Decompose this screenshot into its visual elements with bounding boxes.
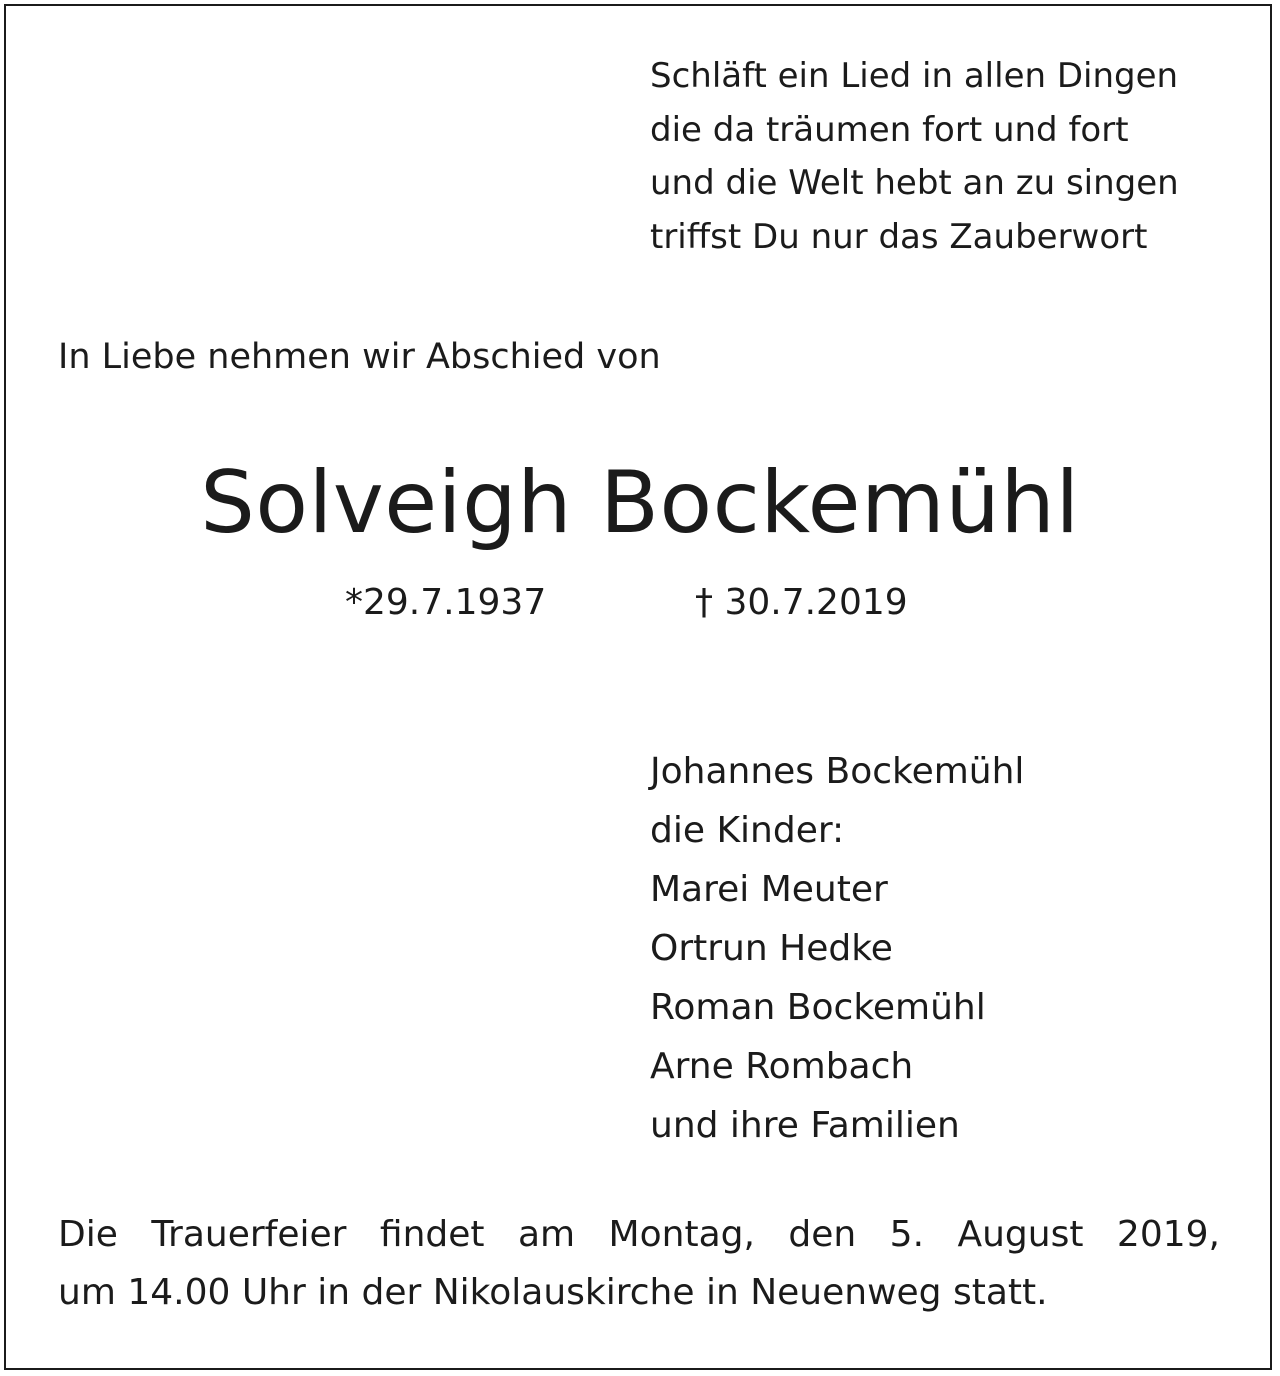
mourner-line: Roman Bockemühl xyxy=(650,987,986,1028)
service-line-1: Die Trauerfeier findet am Montag, den 5. August 2019, xyxy=(58,1214,1220,1255)
mourner-line: Arne Rombach xyxy=(650,1046,914,1087)
death-date: † 30.7.2019 xyxy=(695,582,908,623)
poem-line: und die Welt hebt an zu singen xyxy=(650,163,1179,203)
funeral-service-notice xyxy=(58,1206,1220,1322)
mourner-line: Ortrun Hedke xyxy=(650,928,893,969)
mourner-line: die Kinder: xyxy=(650,810,845,851)
intro-text: In Liebe nehmen wir Abschied von xyxy=(58,337,661,377)
poem-line: die da träumen fort und fort xyxy=(650,109,1129,150)
service-line-2: um 14.00 Uhr in der Nikolauskirche in Neuenweg statt. xyxy=(58,1272,1048,1313)
mourners-list xyxy=(650,742,1024,1155)
deceased-name: Solveigh Bockemühl xyxy=(200,453,1080,553)
mourner-line: Johannes Bockemühl xyxy=(650,751,1025,792)
mourner-line: Marei Meuter xyxy=(650,869,888,910)
birth-date: *29.7.1937 xyxy=(345,582,547,623)
mourner-line: und ihre Familien xyxy=(650,1105,960,1146)
poem-line: triffst Du nur das Zauberwort xyxy=(650,216,1148,257)
poem xyxy=(650,50,1179,264)
poem-line: Schläft ein Lied in allen Dingen xyxy=(650,56,1179,96)
